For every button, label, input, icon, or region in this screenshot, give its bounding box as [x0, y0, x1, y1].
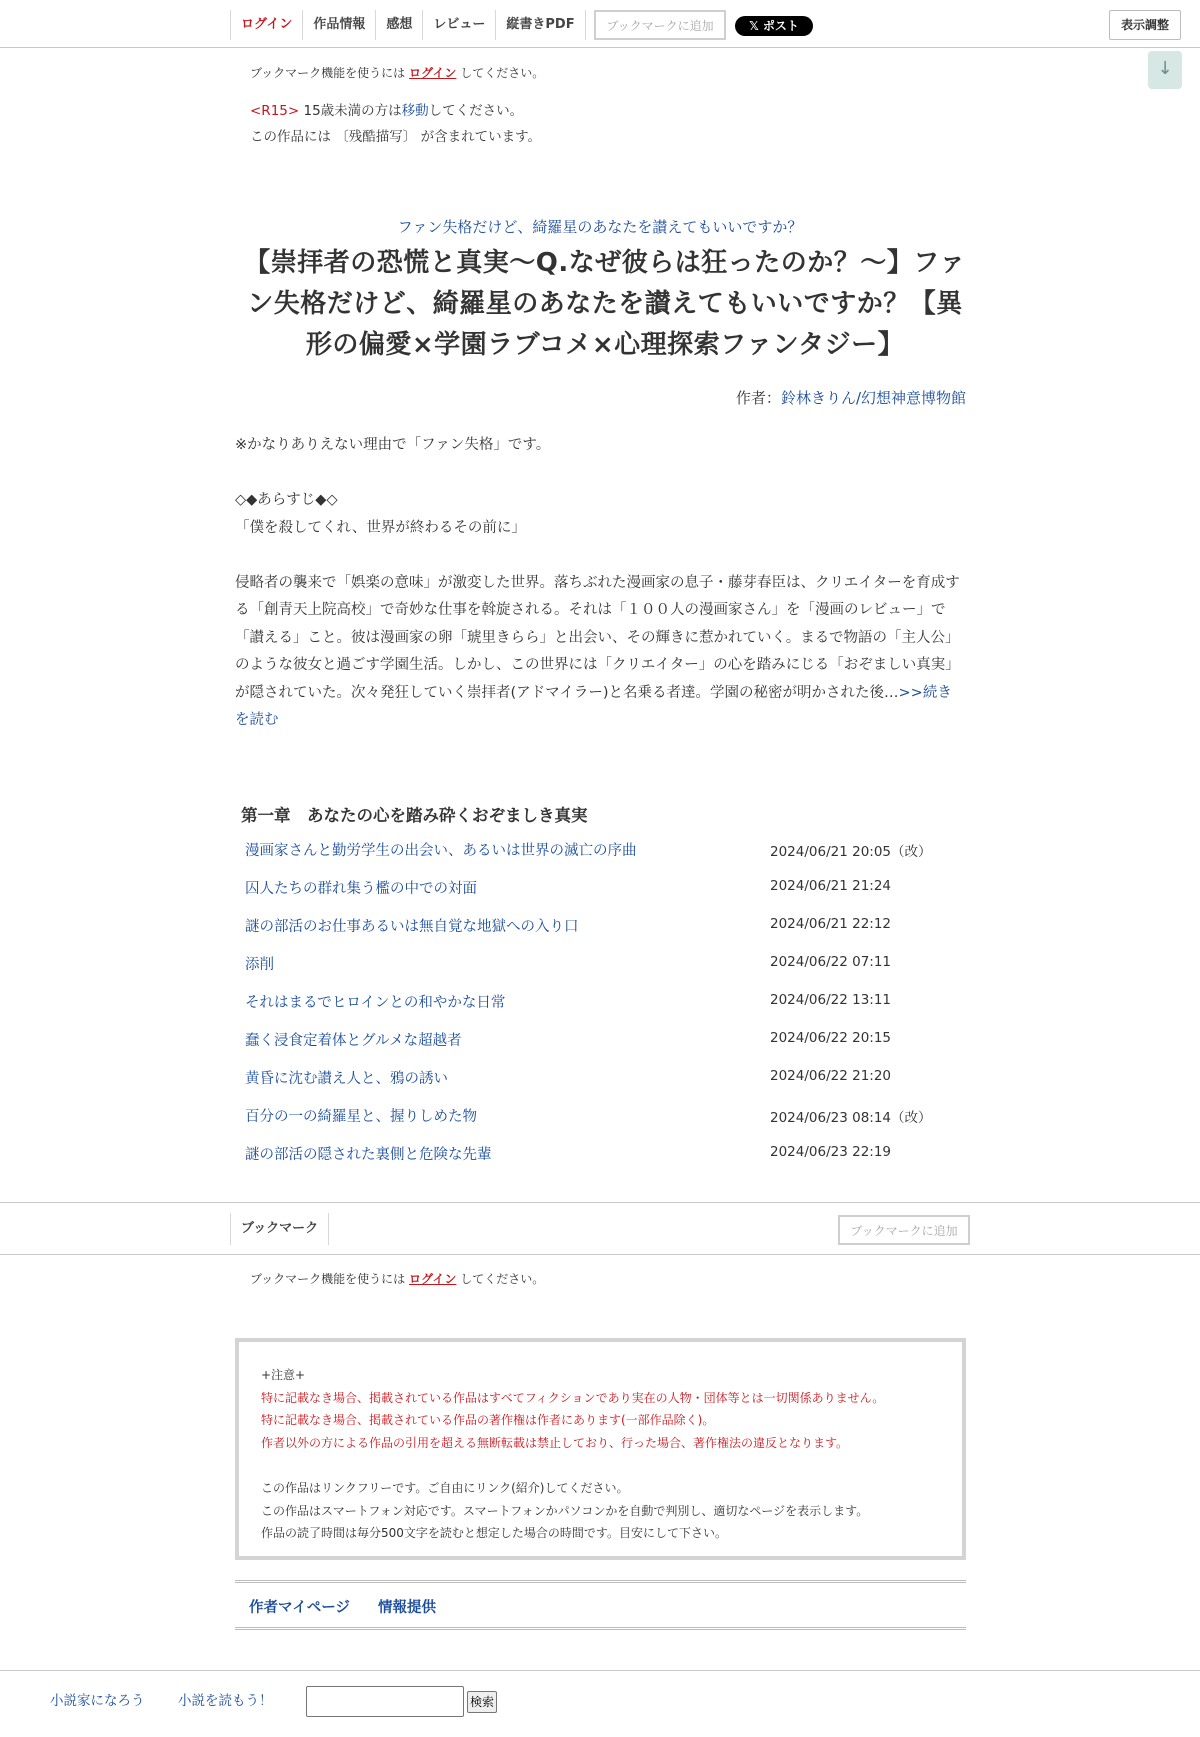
notice-link-free: この作品はリンクフリーです。ご自由にリンク(紹介)してください。 [261, 1480, 629, 1495]
notice-heading: +注意+ [261, 1368, 306, 1382]
bottom-notice-prefix: ブックマーク機能を使うには [250, 1272, 406, 1286]
bookmark-notice-login-link[interactable]: ログイン [409, 66, 457, 80]
notice-copyright: 特に記載なき場合、掲載されている作品の著作権は作者にあります(一部作品除く)。 [261, 1413, 715, 1428]
episode-link[interactable]: 謎の部活の隠された裏側と危険な先輩 [245, 1147, 492, 1163]
list-item [245, 836, 965, 874]
synopsis-line-1: ※かなりありえない理由で「ファン失格」です。 [235, 437, 551, 453]
episode-date: 2024/06/23 08:14（改） [770, 1110, 932, 1126]
bookmark-notice-prefix: ブックマーク機能を使うには [250, 66, 406, 80]
synopsis-line-3: 「僕を殺してくれ、世界が終わるその前に」 [235, 519, 526, 536]
bottom-bookmark-add-button[interactable]: ブックマークに追加 [838, 1215, 970, 1245]
footer-narou-link[interactable]: 小説家になろう [50, 1693, 145, 1709]
footer-yomou-link[interactable]: 小説を読もう！ [178, 1693, 273, 1709]
list-item [245, 1026, 965, 1064]
notice-reading-time: 作品の読了時間は毎分500文字を読むと想定した場合の時間です。目安にして下さい。 [261, 1526, 727, 1541]
author-links [235, 1580, 966, 1630]
episode-link[interactable]: 謎の部活のお仕事あるいは無自覚な地獄への入り口 [245, 919, 579, 935]
nav-vertical-pdf-link[interactable]: 縦書きPDF [495, 10, 585, 40]
list-item [245, 1102, 965, 1140]
scroll-down-arrow-icon[interactable]: ↓ [1148, 51, 1182, 89]
episode-link[interactable]: 黄昏に沈む讃え人と、鴉の誘い [245, 1071, 448, 1087]
bottom-notice-login-link[interactable]: ログイン [409, 1272, 457, 1286]
episode-date: 2024/06/23 22:19 [770, 1144, 892, 1160]
episode-date: 2024/06/22 07:11 [770, 954, 892, 970]
author-link[interactable]: 鈴林きりん/幻想神意博物館 [780, 389, 966, 407]
bottom-notice-suffix: してください。 [460, 1272, 545, 1286]
nav-work-info-link[interactable]: 作品情報 [302, 10, 375, 40]
list-item [245, 912, 965, 950]
bottom-bookmark-bar [0, 1202, 1200, 1255]
x-post-button[interactable] [735, 16, 813, 36]
work-nav [230, 10, 586, 40]
synopsis [235, 432, 965, 735]
list-item [245, 988, 965, 1026]
read-more-link[interactable]: >>続きを読む [235, 684, 952, 728]
nav-login-link[interactable]: ログイン [230, 10, 302, 40]
episode-link[interactable]: 漫画家さんと勤労学生の出会い、あるいは世界の滅亡の序曲 [245, 843, 637, 859]
notice-reproduction: 作者以外の方による作品の引用を超える無断転載は禁止しており、行った場合、著作権法の違反となります。 [261, 1435, 849, 1450]
synopsis-line-2: ◇◆あらすじ◆◇ [235, 492, 338, 508]
episode-date: 2024/06/22 21:20 [770, 1068, 892, 1084]
nav-review-link[interactable]: レビュー [422, 10, 495, 40]
episode-date: 2024/06/21 22:12 [770, 916, 892, 932]
list-item [245, 950, 965, 988]
nav-impressions-link[interactable]: 感想 [375, 10, 422, 40]
episode-link[interactable]: 添削 [245, 957, 274, 973]
rating-move-link[interactable]: 移動 [401, 103, 429, 119]
episode-link[interactable]: 囚人たちの群れ集う檻の中での対面 [245, 881, 477, 897]
notice-smartphone: この作品はスマートフォン対応です。スマートフォンかパソコンかを自動で判別し、適切なページを表示します。 [261, 1503, 869, 1518]
x-post-label: ポスト [762, 19, 799, 33]
series-link[interactable]: ファン失格だけど、綺羅星のあなたを讃えてもいいですか？ [397, 218, 803, 236]
bookmark-tab[interactable]: ブックマーク [230, 1213, 329, 1245]
synopsis-body-text: 侵略者の襲来で「娯楽の意味」が激変した世界。落ちぶれた漫画家の息子・藤芽春臣は、クリエイターを育成する「創青天上院高校」で奇妙な仕事を斡旋される。それは「１００人の漫画家さん」を「漫画のレビュー」で「讃える」こと。彼は漫画家の卵「琥里きらら」と出会い、その輝きに惹かれていく。まるで物語の「主人公」のような彼女と過ごす学園生活。しかし、この世界には「クリエイター」の心を踏みにじる「おぞましい真実」が隠されていた。次々発狂していく崇拝者(アドマイラー)と名乗る者達。学園の秘密が明かされた後… [235, 574, 960, 701]
list-item [245, 1064, 965, 1102]
work-title: 【崇拝者の恐慌と真実〜Q.なぜ彼らは狂ったのか？〜】ファン失格だけど、綺羅星のあなたを讃えてもいいですか？【異形の偏愛×学園ラブコメ×心理探索ファンタジー】 [244, 248, 966, 360]
bottom-bookmark-login-notice [250, 1270, 544, 1287]
display-settings-button[interactable]: 表示調整 [1109, 10, 1181, 40]
episode-date: 2024/06/22 13:11 [770, 992, 892, 1008]
search-button[interactable]: 検索 [467, 1691, 497, 1713]
episode-date: 2024/06/22 20:15 [770, 1030, 892, 1046]
episode-link[interactable]: それはまるでヒロインとの和やかな日常 [245, 995, 506, 1011]
notice-fiction: 特に記載なき場合、掲載されている作品はすべてフィクションであり実在の人物・団体等とは一切関係ありません。 [261, 1390, 885, 1405]
author-label: 作者： [735, 389, 781, 407]
bookmark-login-notice [250, 64, 544, 81]
list-item [245, 1140, 965, 1178]
episode-date: 2024/06/21 21:24 [770, 878, 892, 894]
r15-badge: <R15> [250, 103, 300, 119]
list-item [245, 874, 965, 912]
info-report-link[interactable]: 情報提供 [378, 1600, 436, 1616]
bookmark-notice-suffix: してください。 [460, 66, 545, 80]
author-mypage-link[interactable]: 作者マイページ [249, 1600, 350, 1616]
x-logo-icon: 𝕏 [749, 19, 759, 33]
episode-date: 2024/06/21 20:05（改） [770, 844, 932, 860]
bookmark-add-button[interactable]: ブックマークに追加 [594, 10, 726, 40]
rating-notice [250, 98, 541, 150]
footer [0, 1670, 1200, 1737]
episode-link[interactable]: 百分の一の綺羅星と、握りしめた物 [245, 1109, 477, 1125]
episode-link[interactable]: 蠢く浸食定着体とグルメな超越者 [245, 1033, 462, 1049]
chapter-title: 第一章 あなたの心を踏み砕くおぞましき真実 [241, 806, 588, 825]
notice-box [235, 1338, 966, 1560]
episode-list [245, 836, 965, 1178]
rating-text-b: してください。 [428, 103, 524, 119]
search-input[interactable] [306, 1686, 464, 1717]
synopsis-body [235, 570, 965, 735]
author-line [736, 387, 966, 408]
content-warning: この作品には 〔残酷描写〕 が含まれています。 [250, 129, 542, 145]
top-nav-bar [0, 0, 1200, 48]
rating-text-a: 15歳未満の方は [299, 103, 402, 119]
